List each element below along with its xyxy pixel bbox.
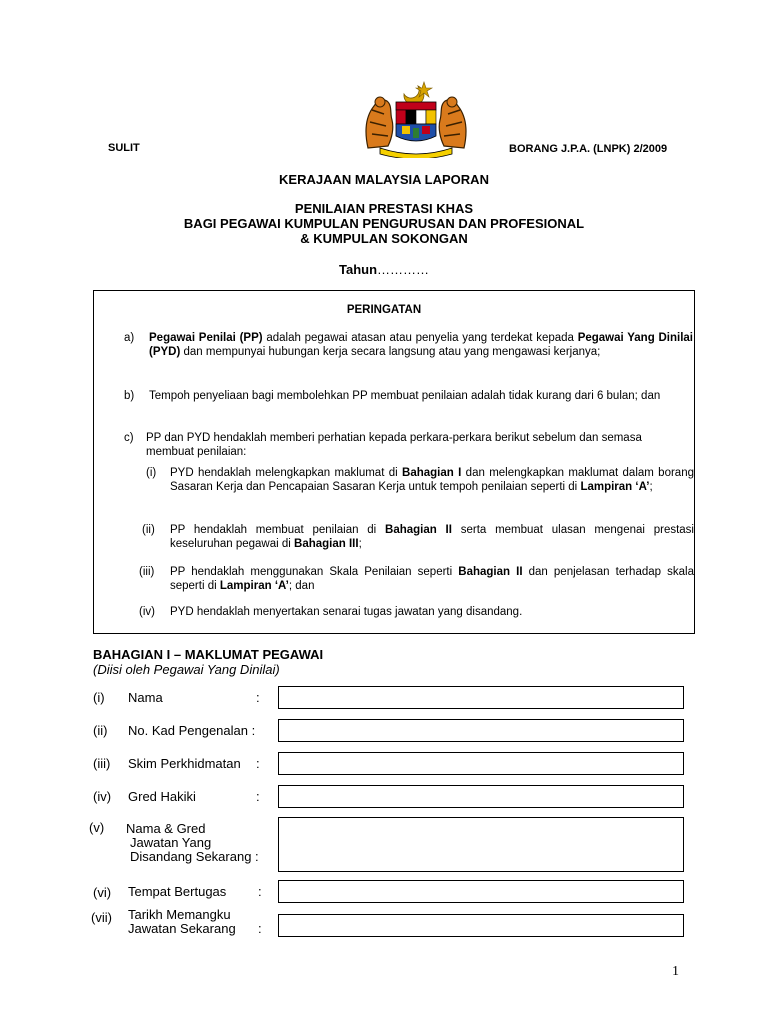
term-pp: Pegawai Penilai (PP)	[149, 332, 263, 344]
field-1-colon: :	[256, 690, 260, 705]
title-government: KERAJAAN MALAYSIA LAPORAN	[279, 172, 489, 187]
field-6-colon: :	[258, 884, 262, 899]
page-number: 1	[672, 964, 679, 979]
item-a-part1: adalah pegawai atasan atau penyelia yang terdekat kepada	[262, 332, 578, 344]
c-i-bold2: Lampiran ‘A’	[580, 481, 650, 493]
field-2-label: No. Kad Pengenalan :	[128, 723, 256, 738]
malaysia-coat-of-arms-icon	[358, 80, 474, 158]
item-c-i-marker: (i)	[146, 467, 157, 479]
field-5-number: (v)	[89, 820, 105, 835]
field-3-number: (iii)	[93, 756, 111, 771]
item-a-part2: dan mempunyai hubungan kerja secara langsung atau yang mengawasi kerjanya;	[180, 346, 601, 358]
item-c-iv-text: PYD hendaklah menyertakan senarai tugas jawatan yang disandang.	[170, 606, 523, 618]
c-i-part2: dan melengkapkan maklumat dalam borang Sasaran Kerja dan Pencapaian Sasaran Kerja untuk tempoh penilaian seperti di	[170, 467, 694, 493]
item-c-ii-marker: (ii)	[142, 524, 155, 536]
field-4-label: Gred Hakiki	[128, 789, 196, 804]
c-ii-part1: PP hendaklah membuat penilaian di	[170, 524, 386, 536]
field-3-label: Skim Perkhidmatan	[128, 756, 241, 771]
c-iii-bold2: Lampiran ‘A’	[219, 580, 289, 592]
section1-title: BAHAGIAN I – MAKLUMAT PEGAWAI	[93, 647, 324, 662]
c-i-part3: ;	[649, 481, 653, 493]
c-ii-bold2: Bahagian III	[294, 538, 359, 550]
year-label: Tahun	[338, 262, 378, 277]
field-2-number: (ii)	[93, 723, 108, 738]
field-5-label-line3: Disandang Sekarang :	[130, 849, 259, 864]
form-code: BORANG J.P.A. (LNPK) 2/2009	[509, 143, 668, 155]
field-3-colon: :	[256, 756, 260, 771]
term-pyd: Pegawai Yang Dinilai (PYD)	[149, 332, 693, 358]
item-a-marker: a)	[124, 332, 135, 344]
field-6-number: (vi)	[93, 885, 112, 900]
workplace-field[interactable]	[278, 880, 684, 903]
c-iii-bold1: Bahagian II	[458, 566, 523, 578]
section1-subtitle: (Diisi oleh Pegawai Yang Dinilai)	[93, 662, 280, 677]
title-report: PENILAIAN PRESTASI KHAS	[294, 201, 474, 216]
item-a-text	[149, 331, 693, 359]
item-c-iv-marker: (iv)	[139, 606, 155, 618]
c-i-part1: PYD hendaklah melengkapkan maklumat di	[170, 467, 403, 479]
year-line	[0, 262, 768, 277]
item-b-text: Tempoh penyeliaan bagi membolehkan PP membuat penilaian adalah tidak kurang dari 6 bulan; dan	[149, 390, 661, 402]
field-7-label-line1: Tarikh Memangku	[128, 907, 231, 922]
item-c-iii-marker: (iii)	[139, 566, 155, 578]
field-6-label: Tempat Bertugas	[128, 884, 227, 899]
substantive-grade-field[interactable]	[278, 785, 684, 808]
current-position-field[interactable]	[278, 817, 684, 872]
title-support: & KUMPULAN SOKONGAN	[300, 231, 468, 246]
item-c-i-text	[170, 466, 694, 494]
c-iii-part1: PP hendaklah menggunakan Skala Penilaian seperti	[170, 566, 459, 578]
warning-heading: PERINGATAN	[346, 304, 422, 316]
c-ii-bold1: Bahagian II	[385, 524, 452, 536]
item-c-text: PP dan PYD hendaklah memberi perhatian kepada perkara-perkara berikut sebelum dan semasa membuat penilaian:	[146, 432, 642, 458]
field-5-label-line1: Nama & Gred	[126, 821, 206, 836]
item-c-ii-text	[170, 523, 694, 551]
item-c-iii-text	[170, 565, 694, 593]
c-i-bold1: Bahagian I	[402, 467, 462, 479]
field-5-label-line2: Jawatan Yang	[130, 835, 212, 850]
c-iii-part2: dan penjelasan terhadap skala seperti di	[170, 566, 694, 592]
item-b-marker: b)	[124, 390, 135, 402]
field-4-number: (iv)	[93, 789, 112, 804]
field-7-number: (vii)	[91, 910, 112, 925]
title-group: BAGI PEGAWAI KUMPULAN PENGURUSAN DAN PROFESIONAL	[183, 216, 585, 231]
ic-number-field[interactable]	[278, 719, 684, 742]
field-1-number: (i)	[93, 690, 105, 705]
item-c-marker: c)	[124, 432, 134, 444]
field-1-label: Nama	[128, 690, 163, 705]
field-4-colon: :	[256, 789, 260, 804]
classification-label: SULIT	[108, 142, 140, 154]
year-dots: …………	[377, 262, 430, 277]
field-7-label-line2: Jawatan Sekarang	[128, 921, 236, 936]
c-ii-part2: serta membuat ulasan mengenai prestasi keseluruhan pegawai di	[170, 524, 694, 550]
nama-field[interactable]	[278, 686, 684, 709]
c-iii-part3: ; dan	[288, 580, 315, 592]
service-scheme-field[interactable]	[278, 752, 684, 775]
c-ii-part3: ;	[358, 538, 362, 550]
field-7-colon: :	[258, 921, 262, 936]
acting-date-field[interactable]	[278, 914, 684, 937]
